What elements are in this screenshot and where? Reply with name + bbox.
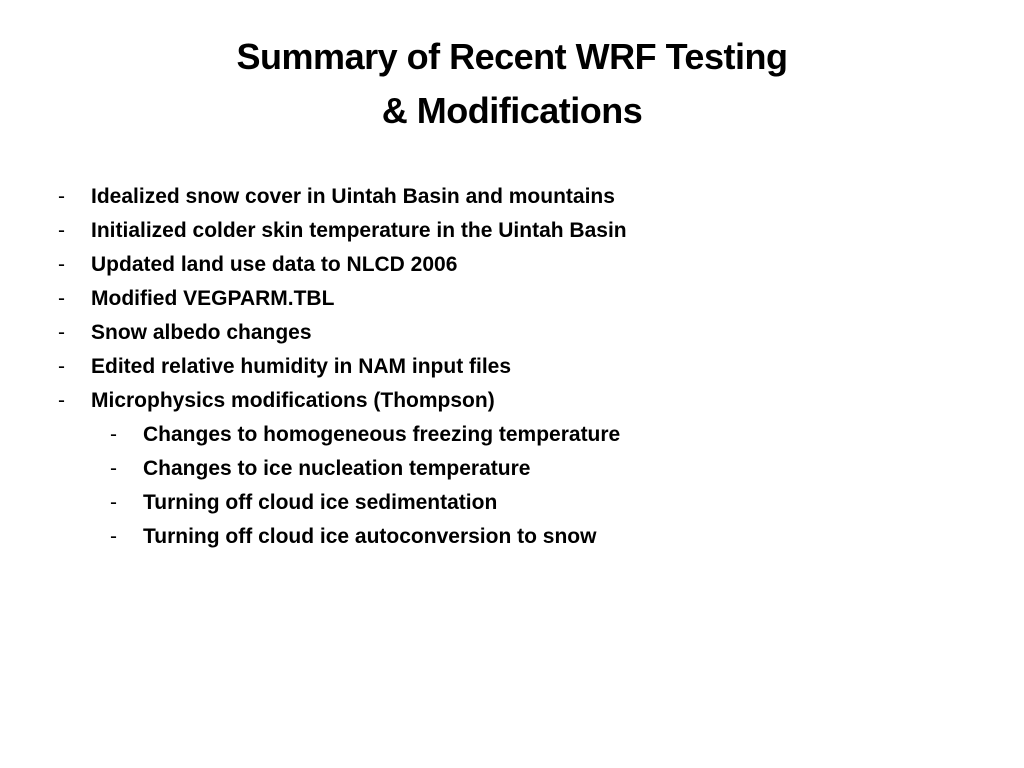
bullet-dash: - (110, 457, 117, 480)
bullet-dash: - (58, 219, 65, 242)
sub-bullet-item (58, 418, 627, 452)
title-line-1: Summary of Recent WRF Testing (236, 36, 788, 77)
bullet-item (58, 180, 627, 214)
bullet-item (58, 248, 627, 282)
bullet-text: Updated land use data to NLCD 2006 (91, 253, 458, 276)
bullet-dash: - (58, 185, 65, 208)
bullet-text: Edited relative humidity in NAM input files (91, 355, 512, 378)
slide-title (0, 30, 1024, 138)
bullet-text: Snow albedo changes (91, 321, 312, 344)
bullet-dash: - (58, 321, 65, 344)
bullet-text: Turning off cloud ice sedimentation (143, 491, 498, 514)
sub-bullet-item (58, 486, 627, 520)
bullet-dash: - (58, 355, 65, 378)
sub-bullet-item (58, 520, 627, 554)
bullet-dash: - (58, 253, 65, 276)
bullet-text: Changes to ice nucleation temperature (143, 457, 531, 480)
bullet-text: Changes to homogeneous freezing temperature (143, 423, 621, 446)
bullet-item (58, 282, 627, 316)
bullet-text: Idealized snow cover in Uintah Basin and mountains (91, 185, 615, 208)
title-line-2: & Modifications (381, 90, 643, 131)
bullet-text: Initialized colder skin temperature in the Uintah Basin (91, 219, 627, 242)
sub-bullet-item (58, 452, 627, 486)
bullet-dash: - (110, 491, 117, 514)
bullet-text: Turning off cloud ice autoconversion to snow (143, 525, 597, 548)
bullet-dash: - (58, 389, 65, 412)
bullet-item (58, 214, 627, 248)
bullet-item (58, 350, 627, 384)
bullet-dash: - (110, 525, 117, 548)
bullet-text: Microphysics modifications (Thompson) (91, 389, 495, 412)
bullet-dash: - (58, 287, 65, 310)
bullet-item (58, 316, 627, 350)
bullet-text: Modified VEGPARM.TBL (91, 287, 335, 310)
bullet-item (58, 384, 627, 418)
bullet-list (58, 180, 627, 554)
bullet-dash: - (110, 423, 117, 446)
